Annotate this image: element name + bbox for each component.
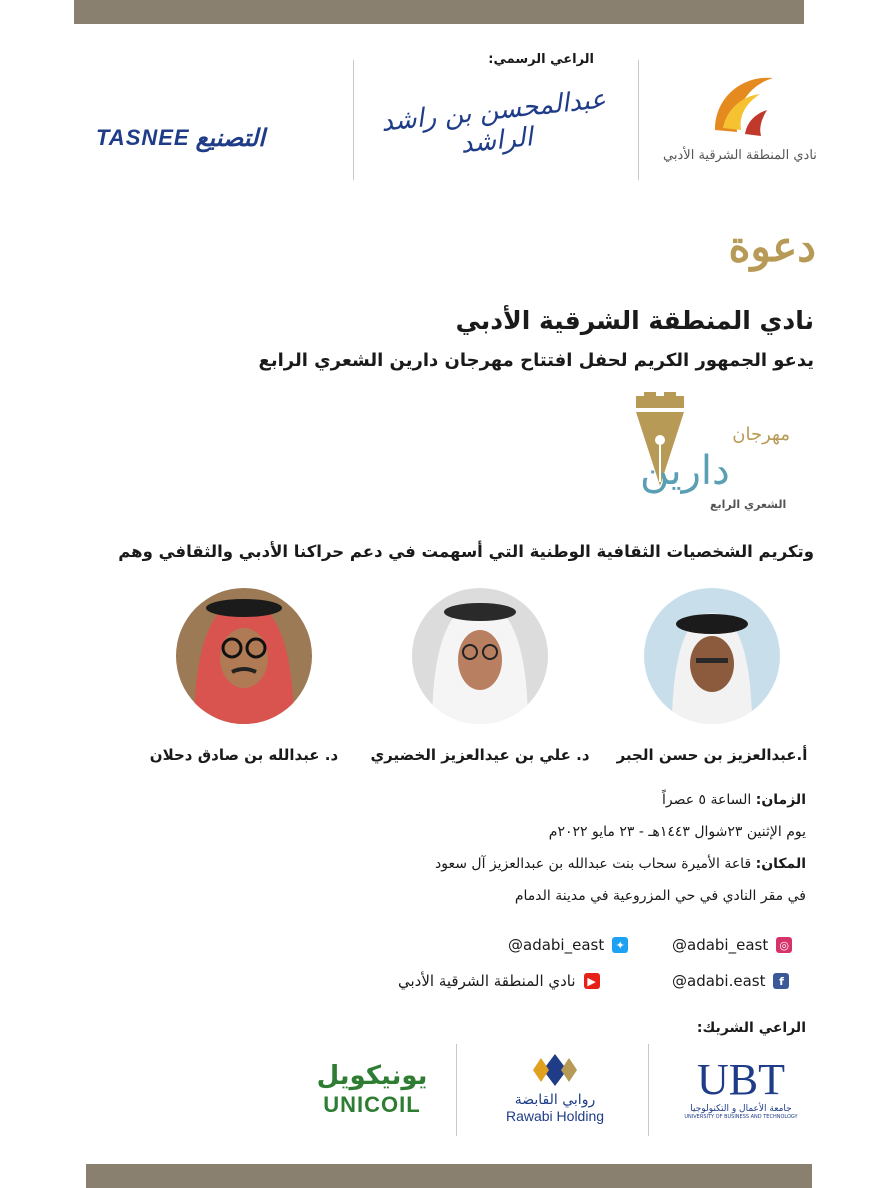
time-value: الساعة ٥ عصراً bbox=[661, 792, 752, 808]
club-flame-icon bbox=[705, 70, 775, 140]
ubt-arabic: جامعة الأعمال و التكنولوجيا bbox=[690, 1104, 792, 1114]
partner-sponsor-label: الراعي الشريك: bbox=[696, 1020, 806, 1036]
tasnee-latin: TASNEE bbox=[96, 125, 190, 150]
place-value: قاعة الأميرة سحاب بنت عبدالله بن عبدالعزيز آل سعود bbox=[435, 856, 752, 872]
tasnee-logo bbox=[96, 118, 326, 158]
twitter-handle-text: @adabi_east bbox=[508, 936, 605, 954]
bottom-decorative-bar bbox=[86, 1164, 812, 1188]
club-logo bbox=[660, 70, 820, 180]
time-row bbox=[662, 792, 806, 808]
festival-word3: الشعري الرابع bbox=[710, 498, 787, 511]
header-divider-left bbox=[353, 60, 354, 180]
rawabi-logo bbox=[480, 1052, 630, 1132]
partner-divider-left bbox=[456, 1044, 457, 1136]
invitation-title: دعوة bbox=[728, 222, 816, 271]
instagram-icon: ◎ bbox=[776, 937, 792, 953]
date-value: يوم الإثنين ٢٣شوال ١٤٤٣هـ - ٢٣ مايو ٢٠٢٢م bbox=[548, 824, 806, 840]
honor-line: وتكريم الشخصيات الثقافية الوطنية التي أسهمت في دعم حراكنا الأدبي والثقافي وهم bbox=[118, 542, 814, 561]
place-label: المكان: bbox=[755, 856, 806, 872]
rawabi-arabic: روابي القابضة bbox=[514, 1092, 596, 1108]
rawabi-english: Rawabi Holding bbox=[505, 1108, 605, 1124]
person-portrait-icon bbox=[176, 588, 312, 724]
twitter-handle[interactable] bbox=[508, 936, 628, 954]
sponsor-calligraphy: عبدالمحسن بن راشد الراشد bbox=[379, 84, 608, 160]
ubt-english: UNIVERSITY OF BUSINESS AND TECHNOLOGY bbox=[684, 1114, 798, 1120]
honoree-2-name: د. علي بن عيدالعزيز الخضيري bbox=[370, 746, 590, 764]
unicoil-logo bbox=[302, 1060, 442, 1130]
honoree-3-photo bbox=[176, 588, 312, 724]
person-portrait-icon bbox=[644, 588, 780, 724]
header-divider-right bbox=[638, 60, 639, 180]
honoree-2-photo bbox=[412, 588, 548, 724]
festival-word2: دارين bbox=[640, 448, 730, 494]
instagram-handle[interactable] bbox=[672, 936, 792, 954]
club-logo-text: نادي المنطقة الشرقية الأدبي bbox=[663, 148, 817, 163]
ubt-main: UBT bbox=[697, 1055, 785, 1104]
youtube-channel-text: نادي المنطقة الشرقية الأدبي bbox=[398, 972, 576, 990]
person-portrait-icon bbox=[412, 588, 548, 724]
twitter-icon: ✦ bbox=[612, 937, 628, 953]
place-row bbox=[435, 856, 806, 872]
facebook-icon: f bbox=[773, 973, 789, 989]
facebook-handle-text: @adabi.east bbox=[672, 972, 766, 990]
time-label: الزمان: bbox=[755, 792, 806, 808]
honoree-1-name: أ.عبدالعزيز بن حسن الجبر bbox=[616, 746, 808, 764]
festival-word1: مهرجان bbox=[732, 424, 790, 445]
instagram-handle-text: @adabi_east bbox=[672, 936, 769, 954]
honoree-1-photo bbox=[644, 588, 780, 724]
partner-divider-right bbox=[648, 1044, 649, 1136]
place-value-2: في مقر النادي في حي المزروعية في مدينة الدمام bbox=[514, 888, 806, 904]
official-sponsor-label: الراعي الرسمي: bbox=[488, 52, 594, 67]
top-decorative-bar bbox=[74, 0, 804, 24]
youtube-icon: ▶ bbox=[584, 973, 600, 989]
unicoil-arabic: يونيكويل bbox=[316, 1061, 428, 1091]
honoree-3-name: د. عبدالله بن صادق دحلان bbox=[149, 746, 339, 764]
facebook-handle[interactable] bbox=[672, 972, 789, 990]
invitation-line: يدعو الجمهور الكريم لحفل افتتاح مهرجان دارين الشعري الرابع bbox=[258, 350, 814, 371]
club-name-heading: نادي المنطقة الشرقية الأدبي bbox=[455, 306, 814, 335]
unicoil-english: UNICOIL bbox=[323, 1092, 421, 1117]
rawabi-diamond-icon bbox=[525, 1052, 585, 1088]
youtube-channel[interactable] bbox=[398, 972, 600, 990]
tasnee-arabic: التصنيع bbox=[195, 124, 265, 152]
ubt-logo bbox=[676, 1056, 806, 1132]
festival-logo bbox=[610, 390, 810, 520]
